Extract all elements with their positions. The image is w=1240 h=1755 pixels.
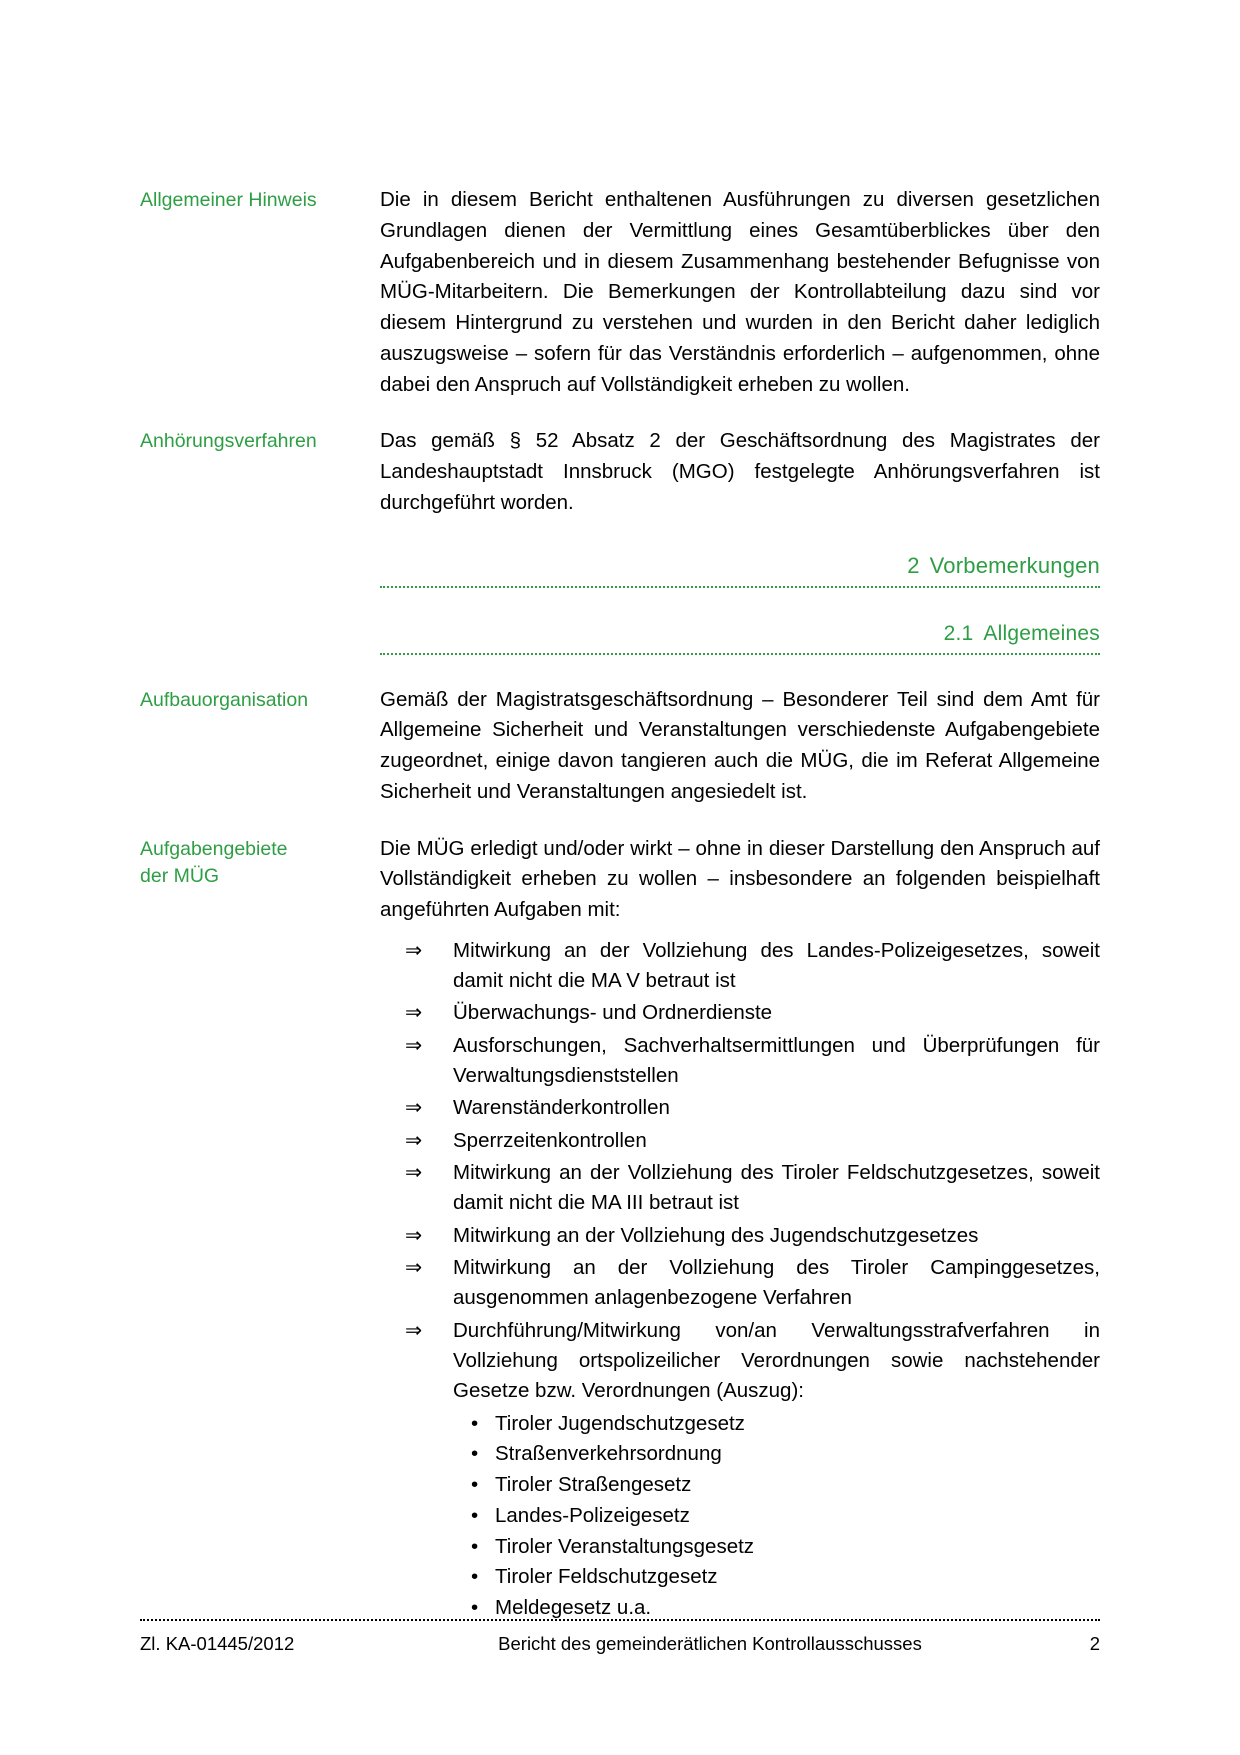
- list-item-text: Tiroler Feldschutzgesetz: [495, 1565, 718, 1589]
- list-item: [453, 1409, 1100, 1440]
- note-block-aufbauorganisation: [140, 685, 1100, 808]
- bullet-icon: •: [471, 1442, 479, 1466]
- arrow-icon: ⇒: [405, 1256, 423, 1280]
- body-paragraph: [380, 426, 1100, 518]
- note-block-allgemeiner-hinweis: [140, 185, 1100, 400]
- marginal-note-label: Anhörungsverfahren: [140, 430, 317, 453]
- bullet-icon: •: [471, 1411, 479, 1435]
- list-item-text: Meldegesetz u.a.: [495, 1596, 652, 1620]
- arrow-icon: ⇒: [405, 1001, 423, 1025]
- list-item-text: Mitwirkung an der Vollziehung des Tiroler Campinggesetzes, ausgenommen anlagenbezogene Verfahren: [453, 1256, 1100, 1310]
- list-item: [405, 936, 1100, 997]
- note-block-anhoerungsverfahren: [140, 426, 1100, 518]
- list-item: [405, 1316, 1100, 1624]
- list-item: [453, 1532, 1100, 1563]
- arrow-icon: ⇒: [405, 1161, 423, 1185]
- list-item-text: Sperrzeitenkontrollen: [453, 1128, 647, 1152]
- task-list: [405, 936, 1100, 1624]
- list-item: [405, 1031, 1100, 1092]
- paragraph-text: Das gemäß § 52 Absatz 2 der Geschäftsordnung des Magistrates der Landeshauptstadt Innsbruck (MGO) festgelegte Anhörungsverfahren ist durchgeführt worden.: [380, 429, 1100, 514]
- section-number: 2.1: [943, 621, 974, 645]
- bullet-icon: •: [471, 1565, 479, 1589]
- law-list: [453, 1409, 1100, 1624]
- body-paragraph: [380, 685, 1100, 808]
- page-content: [140, 185, 1100, 1652]
- list-item: [405, 998, 1100, 1028]
- bullet-icon: •: [471, 1534, 479, 1558]
- paragraph-text: Die MÜG erledigt und/oder wirkt – ohne in dieser Darstellung den Anspruch auf Vollständigkeit erheben zu wollen – insbesondere an folgenden beispielhaft angeführten Aufgaben mit:: [380, 836, 1100, 921]
- section-heading-2-1: [380, 622, 1100, 655]
- marginal-note-line1: Aufgabengebiete: [140, 837, 288, 860]
- list-item: [453, 1439, 1100, 1470]
- list-item: [453, 1562, 1100, 1593]
- list-item: [405, 1126, 1100, 1156]
- body-paragraph: [380, 834, 1100, 1626]
- section-title: Vorbemerkungen: [929, 552, 1100, 578]
- list-item: [453, 1501, 1100, 1532]
- footer-reference: Zl. KA-01445/2012: [140, 1633, 295, 1654]
- heading-rule: [380, 653, 1100, 655]
- list-item-text: Ausforschungen, Sachverhaltsermittlungen und Überprüfungen für Verwaltungsdienststellen: [453, 1033, 1100, 1088]
- section-title: Allgemeines: [983, 621, 1100, 645]
- arrow-icon: ⇒: [405, 1128, 423, 1152]
- list-item-text: Straßenverkehrsordnung: [495, 1442, 722, 1466]
- arrow-icon: ⇒: [405, 1223, 423, 1247]
- section-heading-2: [380, 553, 1100, 588]
- section-heading-2-1-text: [380, 622, 1100, 653]
- arrow-icon: ⇒: [405, 1318, 423, 1342]
- list-item: [405, 1253, 1100, 1314]
- arrow-icon: ⇒: [405, 938, 423, 962]
- spacer: [380, 926, 1100, 936]
- section-heading-2-text: [380, 553, 1100, 586]
- list-item-text: Tiroler Straßengesetz: [495, 1473, 692, 1497]
- list-item-text: Überwachungs- und Ordnerdienste: [453, 1001, 773, 1025]
- list-item-text: Tiroler Jugendschutzgesetz: [495, 1411, 745, 1435]
- heading-rule: [380, 586, 1100, 588]
- list-item-text: Landes-Polizeigesetz: [495, 1503, 690, 1527]
- list-item: [405, 1158, 1100, 1219]
- paragraph-text: Gemäß der Magistratsgeschäftsordnung – Besonderer Teil sind dem Amt für Allgemeine Sicherheit und Veranstaltungen verschiedenste Aufgabengebiete zugeordnet, einige davon tangieren auch die MÜG, die im Referat Allgemeine Sicherheit und Veranstaltungen angesiedelt ist.: [380, 687, 1100, 803]
- marginal-note-line2: der MÜG: [140, 865, 220, 888]
- bullet-icon: •: [471, 1596, 479, 1620]
- section-number: 2: [907, 552, 920, 578]
- list-item-text: Mitwirkung an der Vollziehung des Landes-Polizeigesetzes, soweit damit nicht die MA V betraut ist: [453, 938, 1100, 993]
- list-item-text: Durchführung/Mitwirkung von/an Verwaltungsstrafverfahren in Vollziehung ortspolizeilicher Verordnungen sowie nachstehender Gesetze bzw. Verordnungen (Auszug):: [453, 1318, 1100, 1403]
- footer-row: [140, 1633, 1100, 1655]
- bullet-icon: •: [471, 1473, 479, 1497]
- list-item-text: Mitwirkung an der Vollziehung des Jugendschutzgesetzes: [453, 1223, 979, 1247]
- footer-page-number: 2: [1089, 1633, 1100, 1654]
- marginal-note-label: [140, 834, 380, 891]
- page-footer: [140, 1619, 1100, 1655]
- paragraph-text: Die in diesem Bericht enthaltenen Ausführungen zu diversen gesetzlichen Grundlagen dienen der Vermittlung eines Gesamtüberblickes über den Aufgabenbereich und in diesem Zusammenhang bestehender Befugnisse von MÜG-Mitarbeitern. Die Bemerkungen der Kontrollabteilung dazu sind vor diesem Hintergrund zu verstehen und wurden in den Bericht daher lediglich auszugsweise – sofern für das Verständnis erforderlich – aufgenommen, ohne dabei den Anspruch auf Vollständigkeit erheben zu wollen.: [380, 188, 1100, 396]
- marginal-note-label: Aufbauorganisation: [140, 688, 309, 711]
- list-item-text: Mitwirkung an der Vollziehung des Tiroler Feldschutzgesetzes, soweit damit nicht die MA III betraut ist: [453, 1161, 1100, 1215]
- list-item-text: Warenständerkontrollen: [453, 1096, 670, 1120]
- body-paragraph: [380, 185, 1100, 400]
- list-item: [453, 1470, 1100, 1501]
- list-item: [405, 1221, 1100, 1251]
- arrow-icon: ⇒: [405, 1033, 423, 1057]
- arrow-icon: ⇒: [405, 1096, 423, 1120]
- list-item-text: Tiroler Veranstaltungsgesetz: [495, 1534, 755, 1558]
- note-block-aufgabengebiete: [140, 834, 1100, 1626]
- list-item: [405, 1093, 1100, 1123]
- marginal-note-label: Allgemeiner Hinweis: [140, 189, 317, 211]
- footer-rule: [140, 1619, 1100, 1621]
- bullet-icon: •: [471, 1503, 479, 1527]
- footer-title: Bericht des gemeinderätlichen Kontrollausschusses: [498, 1633, 922, 1654]
